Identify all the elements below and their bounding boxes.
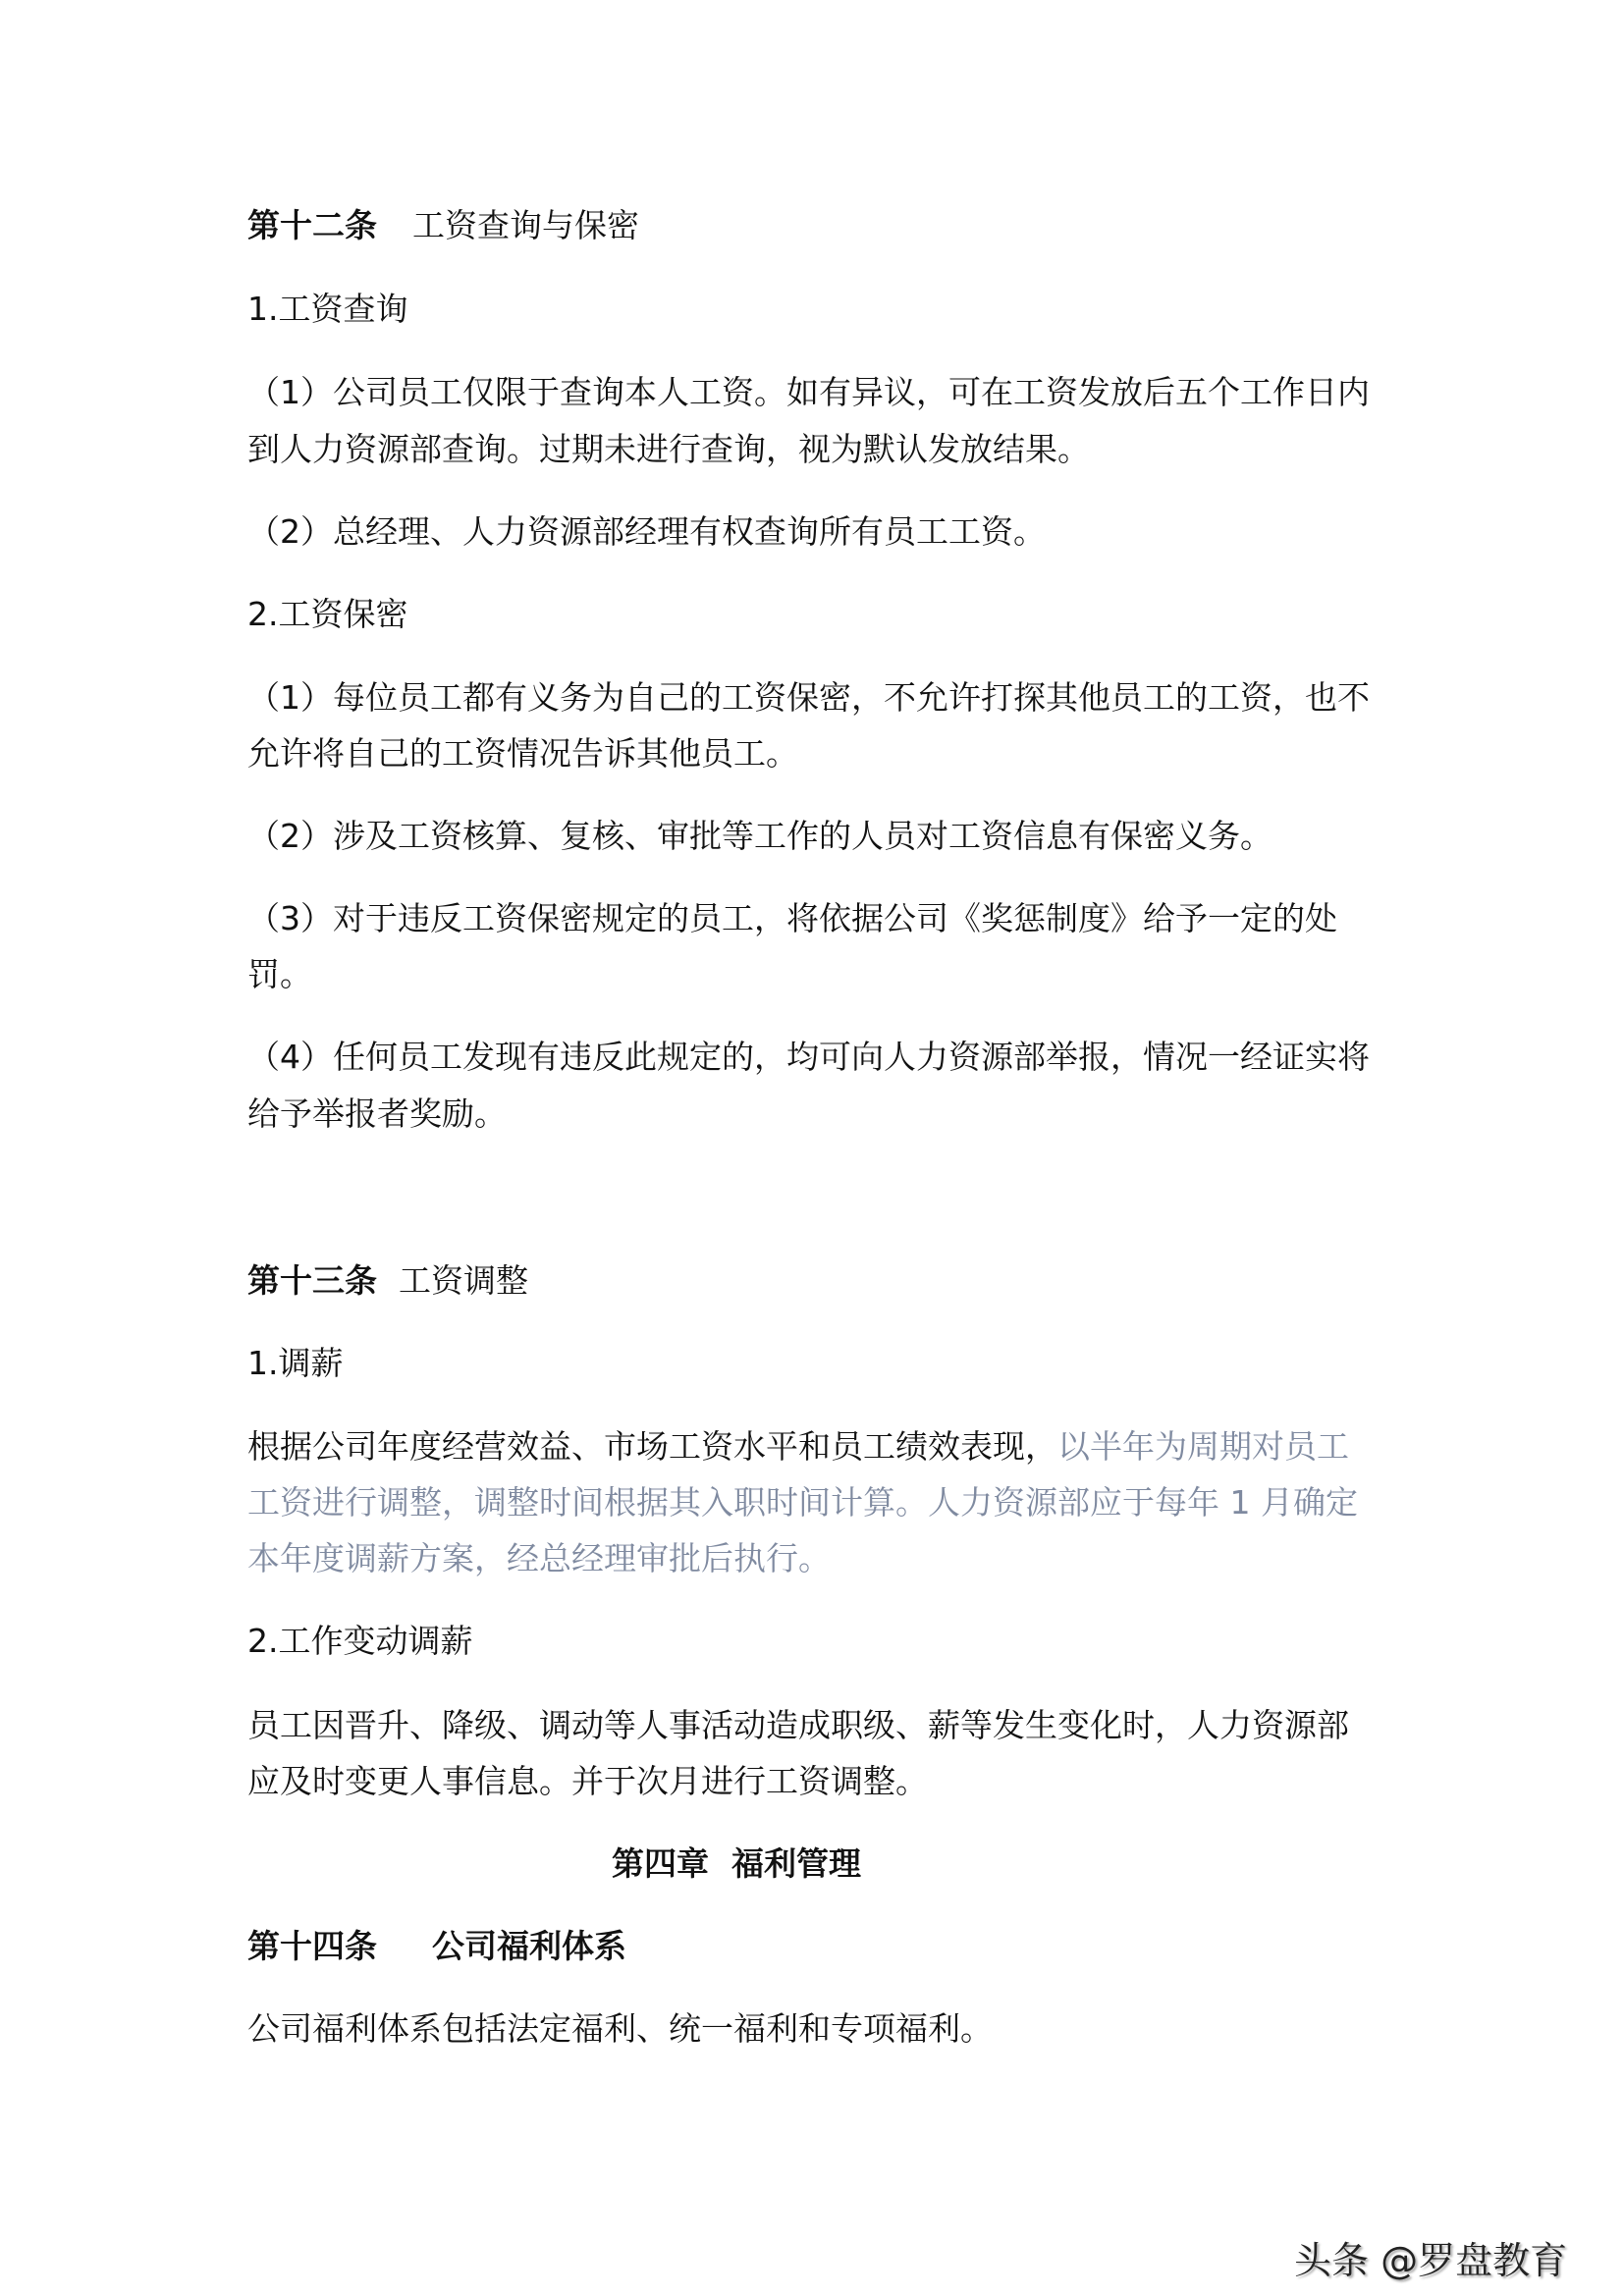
article-title: 工资调整 — [399, 1261, 528, 1300]
highlighted-text: 本年度调薪方案，经总经理审批后执行。 — [247, 1539, 831, 1577]
watermark: 头条 @罗盘教育 — [1294, 2239, 1568, 2282]
paragraph: （1）公司员工仅限于查询本人工资。如有异议，可在工资发放后五个工作日内 — [247, 373, 1370, 411]
article-number: 第十四条 — [247, 1927, 377, 1965]
paragraph: 应及时变更人事信息。并于次月进行工资调整。 — [247, 1762, 928, 1800]
paragraph: （2）涉及工资核算、复核、审批等工作的人员对工资信息有保密义务。 — [247, 817, 1272, 855]
section-heading: 2.工作变动调薪 — [247, 1622, 473, 1660]
paragraph: 员工因晋升、降级、调动等人事活动造成职级、薪等发生变化时，人力资源部 — [247, 1706, 1349, 1744]
article-title: 工资查询与保密 — [412, 206, 639, 244]
paragraph: （1）每位员工都有义务为自己的工资保密，不允许打探其他员工的工资，也不 — [247, 678, 1370, 717]
paragraph: 给予举报者奖励。 — [247, 1095, 507, 1133]
paragraph: 罚。 — [247, 955, 312, 993]
highlighted-text: 工资进行调整，调整时间根据其入职时间计算。人力资源部应于每年 1 月确定 — [247, 1483, 1358, 1522]
section-heading: 1.工资查询 — [247, 290, 408, 328]
paragraph — [247, 1427, 1349, 1467]
text: 根据公司年度经营效益、市场工资水平和员工绩效表现， — [247, 1427, 1057, 1466]
paragraph: （2）总经理、人力资源部经理有权查询所有员工工资。 — [247, 512, 1046, 551]
chapter-heading: 第四章 福利管理 — [612, 1844, 861, 1883]
paragraph: 公司福利体系包括法定福利、统一福利和专项福利。 — [247, 2009, 993, 2048]
paragraph: 到人力资源部查询。过期未进行查询，视为默认发放结果。 — [247, 430, 1090, 468]
section-heading: 1.调薪 — [247, 1344, 344, 1382]
paragraph: （4）任何员工发现有违反此规定的，均可向人力资源部举报，情况一经证实将 — [247, 1038, 1370, 1076]
article-number: 第十三条 — [247, 1261, 377, 1300]
paragraph: 允许将自己的工资情况告诉其他员工。 — [247, 734, 798, 773]
article-title: 公司福利体系 — [432, 1927, 626, 1965]
article-number: 第十二条 — [247, 206, 377, 244]
article-12-heading — [247, 206, 639, 245]
highlighted-text: 以半年为周期对员工 — [1057, 1427, 1349, 1466]
paragraph: （3）对于违反工资保密规定的员工，将依据公司《奖惩制度》给予一定的处 — [247, 899, 1337, 937]
article-13-heading — [247, 1261, 528, 1301]
article-14-heading — [247, 1927, 626, 1966]
section-heading: 2.工资保密 — [247, 595, 408, 633]
